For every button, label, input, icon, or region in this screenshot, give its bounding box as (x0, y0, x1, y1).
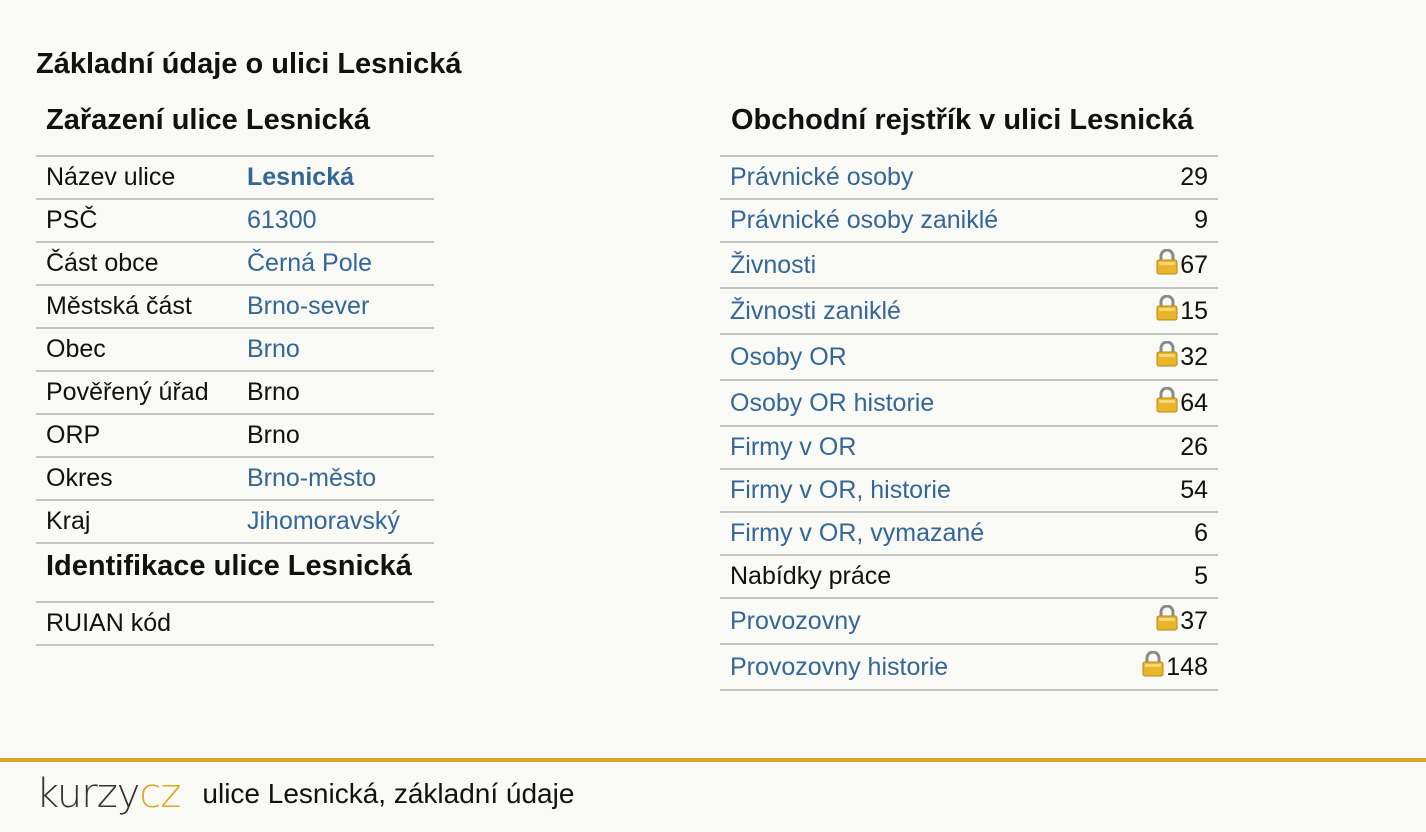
registry-link[interactable]: Právnické osoby zaniklé (720, 199, 1104, 242)
row-label: Okres (36, 457, 237, 500)
table-row (720, 426, 1218, 469)
footer (36, 770, 574, 818)
row-label: Obec (36, 328, 237, 371)
row-label: ORP (36, 414, 237, 457)
kurzy-logo[interactable]: kurzycz (36, 771, 181, 817)
footer-divider (0, 758, 1426, 762)
street-name-link[interactable]: Lesnická (237, 156, 434, 199)
row-count: 67 (1104, 242, 1218, 288)
table-row (720, 512, 1218, 555)
table-row (720, 644, 1218, 690)
okres-link[interactable]: Brno-město (237, 457, 434, 500)
part-of-town-link[interactable]: Černá Pole (237, 242, 434, 285)
lock-icon[interactable] (1156, 387, 1178, 420)
row-label: Pověřený úřad (36, 371, 237, 414)
lock-icon[interactable] (1156, 295, 1178, 328)
footer-caption: ulice Lesnická, základní údaje (202, 778, 575, 809)
row-label: Část obce (36, 242, 237, 285)
row-count: 37 (1104, 598, 1218, 644)
row-label: RUIAN kód (36, 602, 237, 645)
table-row (720, 242, 1218, 288)
registry-title: Obchodní rejstřík v ulici Lesnická (731, 104, 1194, 136)
table-row (36, 328, 434, 371)
table-row (720, 288, 1218, 334)
table-row (36, 371, 434, 414)
row-count: 29 (1104, 156, 1218, 199)
row-label: Název ulice (36, 156, 237, 199)
row-value: Brno (237, 414, 434, 457)
row-label: Kraj (36, 500, 237, 543)
registry-link[interactable]: Právnické osoby (720, 156, 1104, 199)
ruian-value (237, 602, 434, 645)
table-row (720, 156, 1218, 199)
row-count: 15 (1104, 288, 1218, 334)
row-count: 6 (1104, 512, 1218, 555)
region-link[interactable]: Jihomoravský (237, 500, 434, 543)
row-count: 64 (1104, 380, 1218, 426)
row-count: 9 (1104, 199, 1218, 242)
table-row (36, 199, 434, 242)
table-row (36, 242, 434, 285)
registry-link[interactable]: Firmy v OR, vymazané (720, 512, 1104, 555)
row-count: 5 (1104, 555, 1218, 598)
table-row (720, 380, 1218, 426)
table-row (720, 334, 1218, 380)
row-label: PSČ (36, 199, 237, 242)
registry-link[interactable]: Živnosti zaniklé (720, 288, 1104, 334)
lock-icon[interactable] (1156, 249, 1178, 282)
lock-icon[interactable] (1142, 651, 1164, 684)
page-title: Základní údaje o ulici Lesnická (36, 48, 462, 80)
registry-link[interactable]: Firmy v OR (720, 426, 1104, 469)
registry-link[interactable]: Živnosti (720, 242, 1104, 288)
lock-icon[interactable] (1156, 605, 1178, 638)
district-link[interactable]: Brno-sever (237, 285, 434, 328)
registry-label: Nabídky práce (720, 555, 1104, 598)
row-count: 32 (1104, 334, 1218, 380)
lock-icon[interactable] (1156, 341, 1178, 374)
registry-link[interactable]: Provozovny historie (720, 644, 1104, 690)
registry-link[interactable]: Osoby OR (720, 334, 1104, 380)
municipality-link[interactable]: Brno (237, 328, 434, 371)
row-count: 148 (1104, 644, 1218, 690)
classification-table (36, 155, 434, 544)
registry-table (720, 155, 1218, 691)
table-row (36, 156, 434, 199)
table-row (36, 414, 434, 457)
registry-link[interactable]: Osoby OR historie (720, 380, 1104, 426)
row-label: Městská část (36, 285, 237, 328)
table-row (720, 199, 1218, 242)
row-count: 26 (1104, 426, 1218, 469)
registry-link[interactable]: Provozovny (720, 598, 1104, 644)
table-row (36, 500, 434, 543)
registry-link[interactable]: Firmy v OR, historie (720, 469, 1104, 512)
row-count: 54 (1104, 469, 1218, 512)
table-row (36, 457, 434, 500)
table-row (36, 285, 434, 328)
psc-link[interactable]: 61300 (237, 199, 434, 242)
identification-table (36, 601, 434, 646)
table-row (720, 598, 1218, 644)
identification-title: Identifikace ulice Lesnická (46, 550, 412, 582)
classification-title: Zařazení ulice Lesnická (46, 104, 370, 136)
table-row (36, 602, 434, 645)
table-row (720, 469, 1218, 512)
table-row (720, 555, 1218, 598)
row-value: Brno (237, 371, 434, 414)
